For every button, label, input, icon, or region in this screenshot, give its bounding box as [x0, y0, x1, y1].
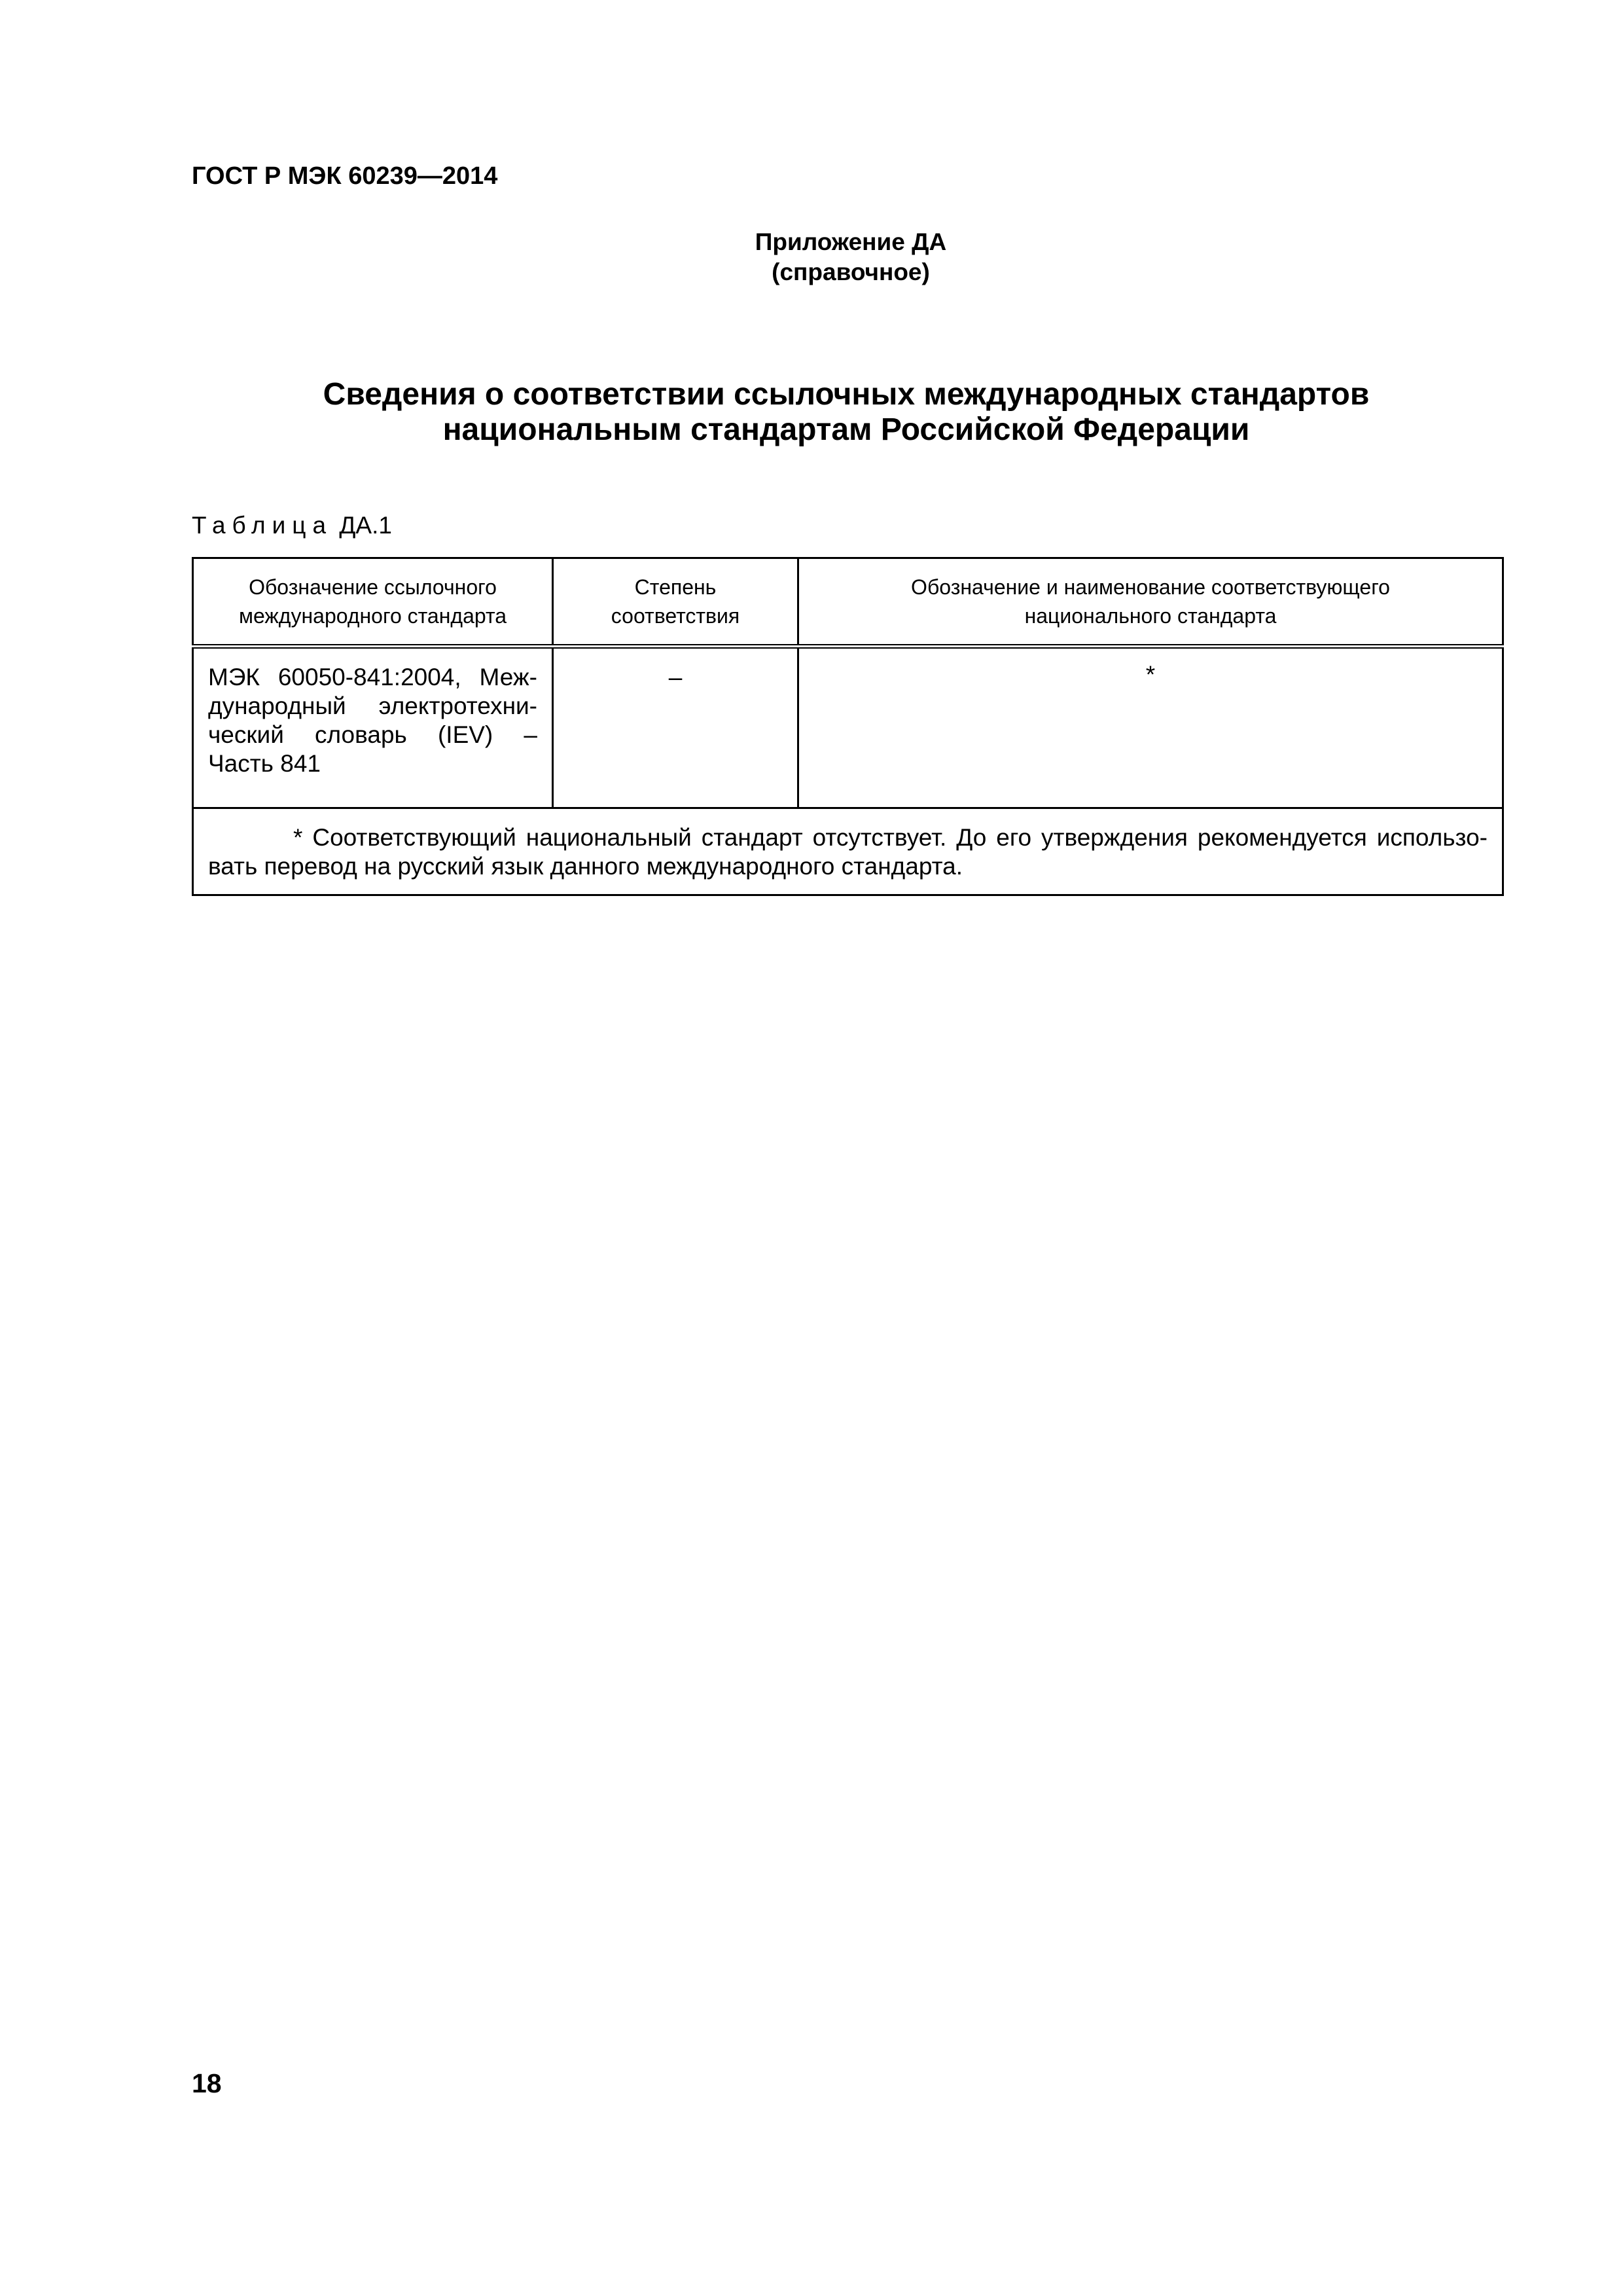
header-national-standard: Обозначение и наименование соответствующего национального стандарта [798, 558, 1503, 647]
cell-ref-standard [193, 647, 553, 808]
ref-standard-line: дународный электротехни- [208, 692, 537, 719]
ref-standard-line: ческий словарь (IEV) – [208, 721, 537, 748]
cell-degree: – [553, 647, 798, 808]
section-title-line-1: Сведения о соответствии ссылочных международных стандартов [323, 377, 1370, 412]
page-number: 18 [192, 2068, 222, 2098]
table-caption-prefix: Таблица [192, 512, 333, 539]
header-degree: Степень соответствия [553, 558, 798, 647]
appendix-type: (справочное) [772, 259, 930, 285]
document-header-code: ГОСТ Р МЭК 60239—2014 [192, 162, 498, 190]
footnote-line-2: вать перевод на русский язык данного международного стандарта. [208, 853, 963, 880]
section-title-line-2: национальным стандартам Российской Федерации [442, 412, 1250, 447]
ref-standard-line: Часть 841 [208, 750, 321, 777]
table-caption-number: ДА.1 [339, 512, 392, 539]
header-ref-standard: Обозначение ссылочного международного стандарта [193, 558, 553, 647]
table-caption [192, 512, 392, 539]
footnote-line-1: * Соответствующий национальный стандарт отсутствует. До его утверждения рекомендуется использо- [293, 824, 1488, 851]
appendix-heading [654, 227, 1047, 287]
section-title [192, 377, 1501, 448]
appendix-title: Приложение ДА [755, 228, 947, 255]
ref-standard-line: МЭК 60050-841:2004, Меж- [208, 664, 537, 691]
correspondence-table [192, 557, 1504, 896]
cell-national-standard: * [798, 647, 1503, 808]
table-footnote-row [193, 808, 1503, 895]
table-footnote [193, 808, 1503, 895]
table-row [193, 647, 1503, 808]
table-header-row [193, 558, 1503, 647]
